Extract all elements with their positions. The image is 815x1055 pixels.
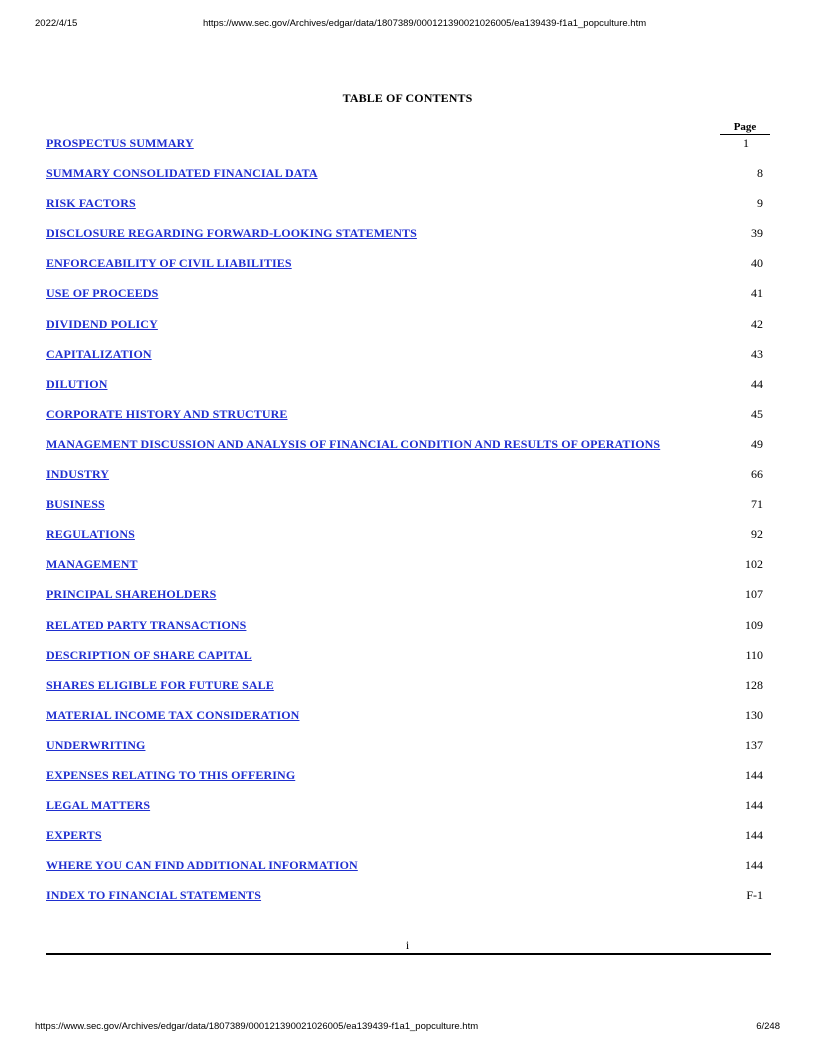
toc-page-number: 49 <box>751 436 763 451</box>
print-footer <box>0 1021 815 1035</box>
toc-link[interactable]: RISK FACTORS <box>46 196 136 211</box>
toc-entry <box>46 708 771 738</box>
page-column-header: Page <box>720 121 770 135</box>
page-number: i <box>405 938 410 952</box>
toc-link[interactable]: INDUSTRY <box>46 467 110 482</box>
toc-entry <box>46 467 771 497</box>
toc-entry <box>46 858 771 888</box>
toc-link[interactable]: INDEX TO FINANCIAL STATEMENTS <box>46 888 262 903</box>
toc-page-number: 107 <box>745 587 763 602</box>
toc-entry <box>46 798 771 828</box>
toc-page-number: 40 <box>751 256 763 271</box>
toc-entry <box>46 888 771 918</box>
toc-link[interactable]: MATERIAL INCOME TAX CONSIDERATION <box>46 707 300 722</box>
toc-entry <box>46 136 771 166</box>
toc-entry <box>46 407 771 437</box>
toc-entry <box>46 557 771 587</box>
toc-link[interactable]: RELATED PARTY TRANSACTIONS <box>46 617 247 632</box>
toc-link[interactable]: REGULATIONS <box>46 527 135 542</box>
toc-page-number: 44 <box>751 376 763 391</box>
toc-page-number: 130 <box>745 707 763 722</box>
toc-page-number: 109 <box>745 617 763 632</box>
toc-link[interactable]: WHERE YOU CAN FIND ADDITIONAL INFORMATION <box>46 858 358 873</box>
toc-page-number: 43 <box>751 346 763 361</box>
toc-page-number: 137 <box>745 737 763 752</box>
print-header-url: https://www.sec.gov/Archives/edgar/data/1807389/000121390021026005/ea139439-f1a1_popculture.htm <box>203 18 647 29</box>
toc-link[interactable]: DISCLOSURE REGARDING FORWARD-LOOKING STATEMENTS <box>46 226 417 241</box>
toc-link[interactable]: EXPENSES RELATING TO THIS OFFERING <box>46 767 296 782</box>
toc-link[interactable]: BUSINESS <box>46 497 105 512</box>
toc-page-number: F-1 <box>746 888 763 903</box>
toc-entry <box>46 648 771 678</box>
toc-link[interactable]: SUMMARY CONSOLIDATED FINANCIAL DATA <box>46 166 318 181</box>
toc-page-number: 144 <box>745 767 763 782</box>
toc-page-number: 144 <box>745 828 763 843</box>
toc-link[interactable]: UNDERWRITING <box>46 737 146 752</box>
toc-title: TABLE OF CONTENTS <box>342 91 473 105</box>
toc-page-number: 8 <box>757 166 763 181</box>
toc-entry <box>46 618 771 648</box>
toc-entry <box>46 196 771 226</box>
toc-entry <box>46 347 771 377</box>
print-date: 2022/4/15 <box>35 18 78 29</box>
toc-link[interactable]: MANAGEMENT <box>46 557 138 572</box>
toc-page-number: 1 <box>743 136 749 150</box>
toc-entry <box>46 226 771 256</box>
toc-page-number: 66 <box>751 467 763 482</box>
toc-page-number: 45 <box>751 406 763 421</box>
toc-link[interactable]: DILUTION <box>46 376 108 391</box>
print-header <box>0 18 815 32</box>
toc-entry <box>46 256 771 286</box>
toc-page-number: 42 <box>751 316 763 331</box>
toc-entry <box>46 377 771 407</box>
toc-entry <box>46 768 771 798</box>
toc-link[interactable]: MANAGEMENT DISCUSSION AND ANALYSIS OF FINANCIAL CONDITION AND RESULTS OF OPERATIONS <box>46 436 661 451</box>
toc-page-number: 39 <box>751 226 763 241</box>
toc-link[interactable]: CAPITALIZATION <box>46 346 152 361</box>
toc-entry <box>46 286 771 316</box>
toc-link[interactable]: USE OF PROCEEDS <box>46 286 159 301</box>
toc-page-number: 144 <box>745 858 763 873</box>
toc-link[interactable]: CORPORATE HISTORY AND STRUCTURE <box>46 406 288 421</box>
toc-entry <box>46 527 771 557</box>
toc-link[interactable]: EXPERTS <box>46 828 102 843</box>
toc-page-number: 128 <box>745 677 763 692</box>
toc-page-number: 41 <box>751 286 763 301</box>
toc-link[interactable]: SHARES ELIGIBLE FOR FUTURE SALE <box>46 677 274 692</box>
page-divider <box>46 953 771 955</box>
toc-link[interactable]: PROSPECTUS SUMMARY <box>46 136 194 150</box>
toc-page-number: 144 <box>745 798 763 813</box>
toc-page-number: 71 <box>751 497 763 512</box>
toc-entry <box>46 166 771 196</box>
toc-list <box>46 136 771 918</box>
toc-page-number: 9 <box>757 196 763 211</box>
toc-entry <box>46 738 771 768</box>
toc-link[interactable]: ENFORCEABILITY OF CIVIL LIABILITIES <box>46 256 292 271</box>
toc-link[interactable]: DESCRIPTION OF SHARE CAPITAL <box>46 647 252 662</box>
toc-entry <box>46 587 771 617</box>
toc-page-number: 110 <box>745 647 763 662</box>
print-page-counter: 6/248 <box>756 1021 780 1032</box>
print-footer-url: https://www.sec.gov/Archives/edgar/data/1807389/000121390021026005/ea139439-f1a1_popculture.htm <box>35 1021 479 1032</box>
toc-entry <box>46 497 771 527</box>
toc-entry <box>46 437 771 467</box>
toc-entry <box>46 678 771 708</box>
toc-link[interactable]: LEGAL MATTERS <box>46 798 151 813</box>
toc-entry <box>46 828 771 858</box>
toc-entry <box>46 317 771 347</box>
toc-link[interactable]: PRINCIPAL SHAREHOLDERS <box>46 587 217 602</box>
toc-page-number: 92 <box>751 527 763 542</box>
toc-page-number: 102 <box>745 557 763 572</box>
toc-link[interactable]: DIVIDEND POLICY <box>46 316 158 331</box>
